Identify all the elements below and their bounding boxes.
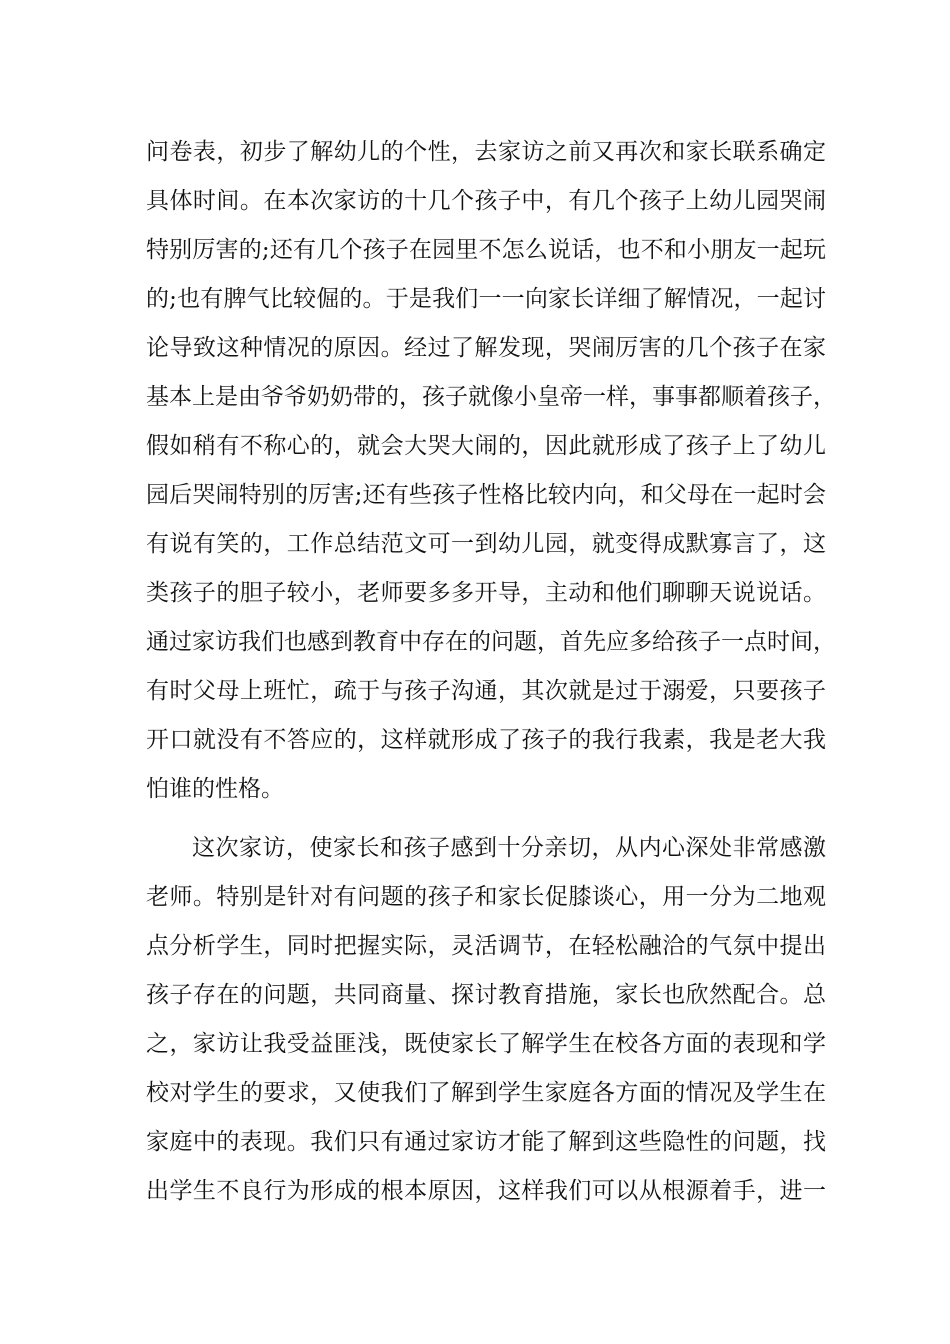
text-line: 假如稍有不称心的，就会大哭大闹的，因此就形成了孩子上了幼儿 xyxy=(146,433,826,459)
text-line: 有说有笑的，工作总结范文可一到幼儿园，就变得成默寡言了，这 xyxy=(146,531,826,557)
text-line: 之，家访让我受益匪浅，既使家长了解学生在校各方面的表现和学 xyxy=(146,1031,826,1057)
text-line: 怕谁的性格。 xyxy=(146,776,284,802)
text-line: 基本上是由爷爷奶奶带的，孩子就像小皇帝一样，事事都顺着孩子， xyxy=(146,384,836,410)
text-line: 有时父母上班忙，疏于与孩子沟通，其次就是过于溺爱，只要孩子 xyxy=(146,678,826,704)
text-line: 园后哭闹特别的厉害;还有些孩子性格比较内向，和父母在一起时会 xyxy=(146,482,826,508)
text-line: 开口就没有不答应的，这样就形成了孩子的我行我素，我是老大我 xyxy=(146,727,826,753)
text-line: 具体时间。在本次家访的十几个孩子中，有几个孩子上幼儿园哭闹 xyxy=(146,188,826,214)
text-line: 类孩子的胆子较小，老师要多多开导，主动和他们聊聊天说说话。 xyxy=(146,580,826,606)
text-line: 出学生不良行为形成的根本原因，这样我们可以从根源着手，进一 xyxy=(146,1178,826,1204)
text-line: 校对学生的要求，又使我们了解到学生家庭各方面的情况及学生在 xyxy=(146,1080,826,1106)
text-line: 问卷表，初步了解幼儿的个性，去家访之前又再次和家长联系确定 xyxy=(146,139,826,165)
text-line: 通过家访我们也感到教育中存在的问题，首先应多给孩子一点时间， xyxy=(146,629,836,655)
text-line: 老师。特别是针对有问题的孩子和家长促膝谈心，用一分为二地观 xyxy=(146,884,826,910)
text-line: 孩子存在的问题，共同商量、探讨教育措施，家长也欣然配合。总 xyxy=(146,982,826,1008)
text-line: 论导致这种情况的原因。经过了解发现，哭闹厉害的几个孩子在家 xyxy=(146,335,826,361)
text-line: 点分析学生，同时把握实际，灵活调节，在轻松融洽的气氛中提出 xyxy=(146,933,826,959)
text-line: 的;也有脾气比较倔的。于是我们一一向家长详细了解情况，一起讨 xyxy=(146,286,826,312)
text-line: 特别厉害的;还有几个孩子在园里不怎么说话，也不和小朋友一起玩 xyxy=(146,237,826,263)
paragraph-first-line: 这次家访，使家长和孩子感到十分亲切，从内心深处非常感激 xyxy=(192,835,826,861)
text-line: 家庭中的表现。我们只有通过家访才能了解到这些隐性的问题，找 xyxy=(146,1129,826,1155)
